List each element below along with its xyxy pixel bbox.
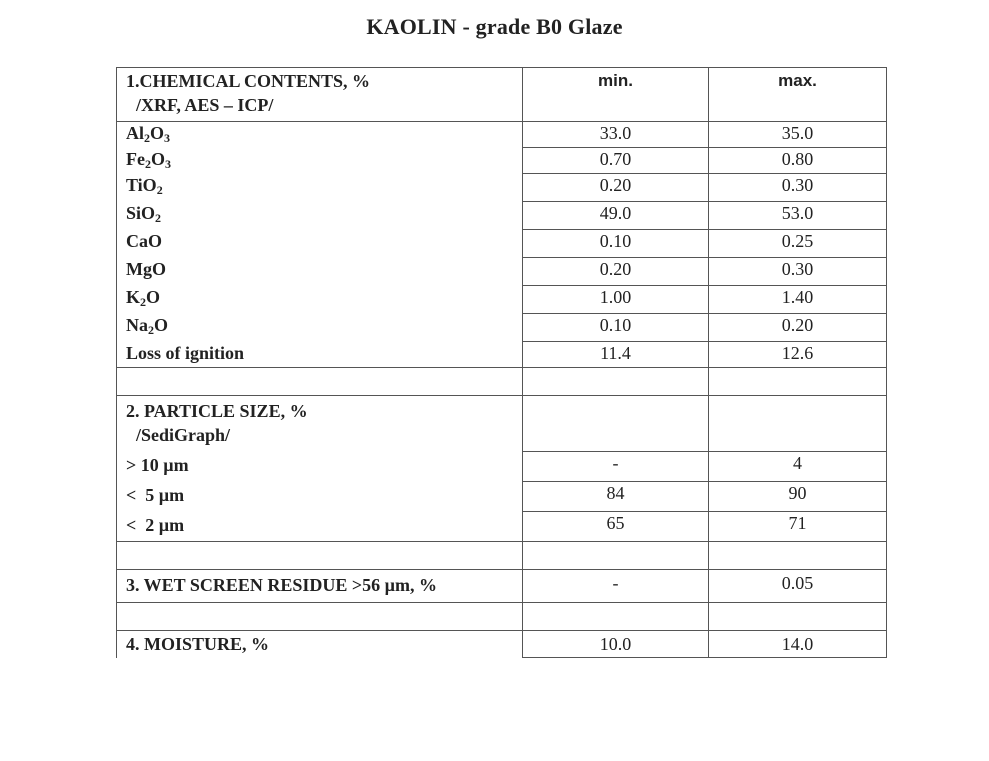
particle-label-gt10: > 10 µm — [117, 451, 523, 481]
chem-max-tio2: 0.30 — [709, 174, 887, 202]
min-column-header: min. — [523, 68, 709, 122]
chem-min-tio2: 0.20 — [523, 174, 709, 202]
table-row — [117, 286, 887, 314]
moisture-label: 4. MOISTURE, % — [117, 631, 523, 658]
residue-label: 3. WET SCREEN RESIDUE >56 µm, % — [117, 570, 523, 603]
chem-max-cao: 0.25 — [709, 230, 887, 258]
spacer-cell — [117, 542, 523, 570]
section1-heading — [117, 68, 523, 122]
table-spacer-row — [117, 603, 887, 631]
table-row — [117, 481, 887, 511]
chem-min-loi: 11.4 — [523, 342, 709, 368]
chem-min-cao: 0.10 — [523, 230, 709, 258]
spacer-cell — [709, 368, 887, 396]
chem-min-mgo: 0.20 — [523, 258, 709, 286]
particle-max-lt2: 71 — [709, 511, 887, 542]
section2-heading-row — [117, 396, 887, 452]
chem-label-k2o: $K_2O$ — [117, 286, 523, 314]
section2-max-empty — [709, 396, 887, 452]
section2-min-empty — [523, 396, 709, 452]
table-row — [117, 570, 887, 603]
table-row — [117, 148, 887, 174]
particle-max-lt5: 90 — [709, 481, 887, 511]
table-row — [117, 511, 887, 542]
table-spacer-row — [117, 368, 887, 396]
spacer-cell — [709, 603, 887, 631]
spacer-cell — [117, 368, 523, 396]
section1-title: 1.CHEMICAL CONTENTS, % — [126, 71, 371, 91]
table-spacer-row — [117, 542, 887, 570]
chem-label-al2o3: $Al_2O_3$ — [117, 122, 523, 148]
spacer-cell — [523, 368, 709, 396]
chem-max-fe2o3: 0.80 — [709, 148, 887, 174]
chem-max-loi: 12.6 — [709, 342, 887, 368]
table-row — [117, 451, 887, 481]
chem-min-sio2: 49.0 — [523, 202, 709, 230]
specification-table — [116, 67, 887, 658]
particle-min-lt5: 84 — [523, 481, 709, 511]
section1-method: /XRF, AES – ICP/ — [136, 95, 274, 115]
table-row — [117, 342, 887, 368]
moisture-min: 10.0 — [523, 631, 709, 658]
chem-max-al2o3: 35.0 — [709, 122, 887, 148]
table-row — [117, 631, 887, 658]
particle-min-gt10: - — [523, 451, 709, 481]
page-title: KAOLIN - grade B0 Glaze — [366, 14, 623, 39]
chem-min-k2o: 1.00 — [523, 286, 709, 314]
moisture-max: 14.0 — [709, 631, 887, 658]
section2-title: 2. PARTICLE SIZE, % — [126, 401, 308, 421]
table-row — [117, 230, 887, 258]
chem-min-al2o3: 33.0 — [523, 122, 709, 148]
chem-label-sio2: SiO$_2$ — [117, 202, 523, 230]
particle-min-lt2: 65 — [523, 511, 709, 542]
particle-label-lt2: < 2 µm — [117, 511, 523, 542]
chem-label-loi: Loss of ignition — [117, 342, 523, 368]
chem-min-fe2o3: 0.70 — [523, 148, 709, 174]
max-column-header: max. — [709, 68, 887, 122]
table-row — [117, 174, 887, 202]
table-header-row — [117, 68, 887, 122]
section2-method: /SediGraph/ — [136, 425, 231, 445]
table-row — [117, 314, 887, 342]
spacer-cell — [523, 542, 709, 570]
table-row — [117, 122, 887, 148]
chem-label-cao: CaO — [117, 230, 523, 258]
spacer-cell — [523, 603, 709, 631]
particle-max-gt10: 4 — [709, 451, 887, 481]
spacer-cell — [117, 603, 523, 631]
spacer-cell — [709, 542, 887, 570]
chem-label-tio2: TiO$_2$ — [117, 174, 523, 202]
particle-label-lt5: < 5 µm — [117, 481, 523, 511]
chem-label-na2o: $Na_2O$ — [117, 314, 523, 342]
chem-max-k2o: 1.40 — [709, 286, 887, 314]
chem-label-fe2o3: $Fe_2O_3$ — [117, 148, 523, 174]
chem-min-na2o: 0.10 — [523, 314, 709, 342]
chem-max-sio2: 53.0 — [709, 202, 887, 230]
chem-label-mgo: MgO — [117, 258, 523, 286]
table-row — [117, 258, 887, 286]
section2-heading — [117, 396, 523, 452]
residue-max: 0.05 — [709, 570, 887, 603]
chem-max-mgo: 0.30 — [709, 258, 887, 286]
residue-min: - — [523, 570, 709, 603]
chem-max-na2o: 0.20 — [709, 314, 887, 342]
table-row — [117, 202, 887, 230]
